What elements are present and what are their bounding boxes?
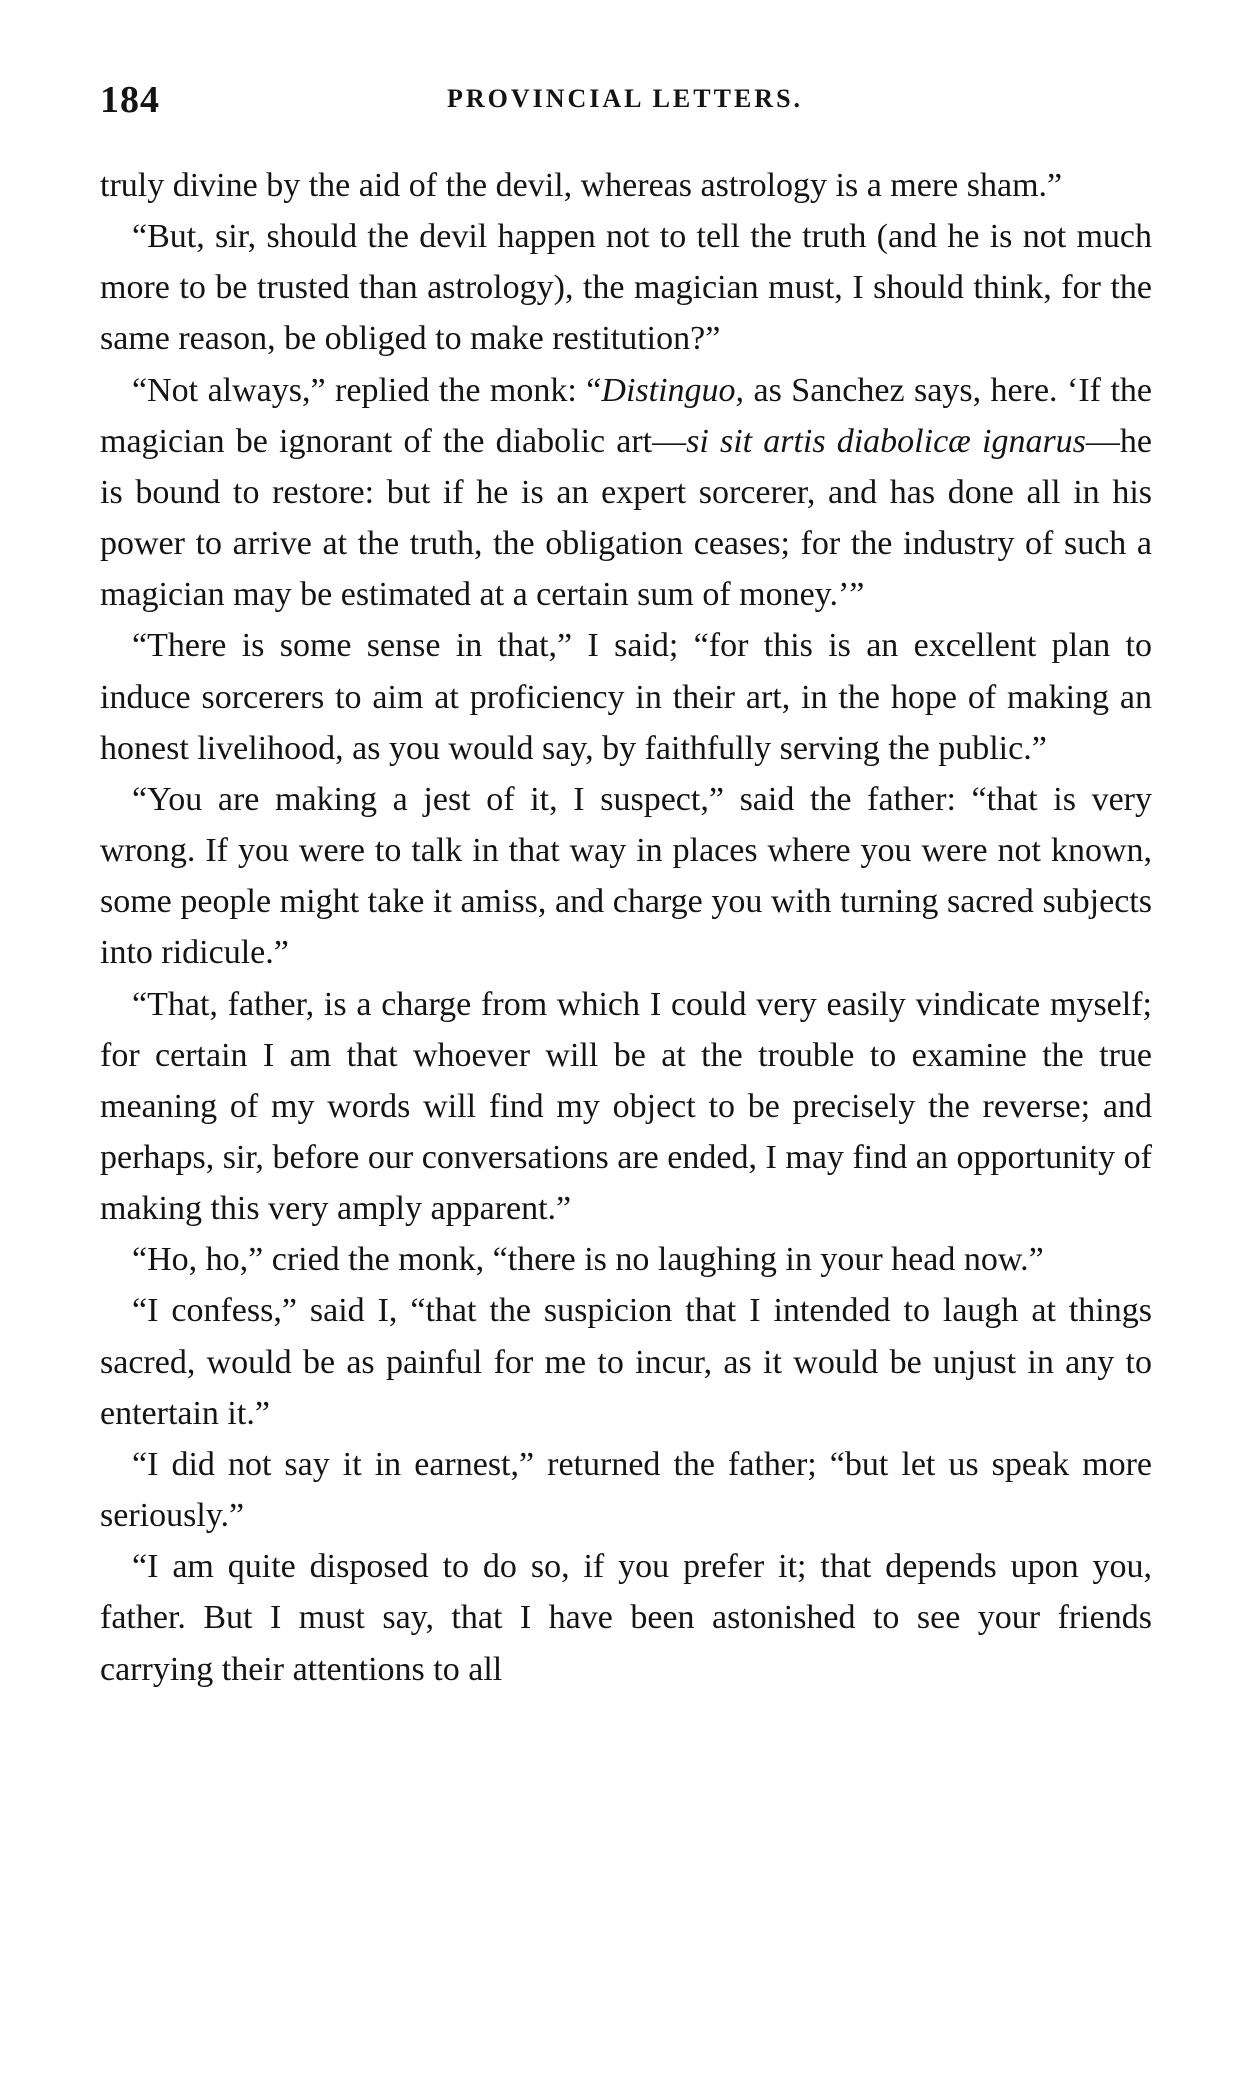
italic-text-run: si sit artis diabolicæ ignarus [686, 422, 1086, 460]
text-run: truly divine by the aid of the devil, whereas astrology is a mere sham.” [100, 167, 1063, 204]
running-head [100, 78, 1150, 128]
paragraph [100, 211, 1152, 364]
text-run: “That, father, is a charge from which I could very easily vindicate myself; for certain I am that whoever will be at the trouble to examine the true meaning of my words will find my object to be precisely the reverse; and perhaps, sir, before our conversations are ended, I may find an opportunity of making this very amply apparent.” [100, 985, 1152, 1228]
paragraph [100, 365, 1152, 621]
text-run: “I did not say it in earnest,” returned the father; “but let us speak more seriously.” [100, 1445, 1152, 1535]
paragraph [100, 1439, 1152, 1541]
text-run: “Ho, ho,” cried the monk, “there is no laughing in your head now.” [132, 1241, 1044, 1279]
text-run: “I am quite disposed to do so, if you prefer it; that depends upon you, father. But I must say, that I have been astonished to see your friends carrying their attentions to all [100, 1548, 1152, 1688]
italic-text-run: Distinguo, [601, 371, 745, 409]
text-run: “I confess,” said I, “that the suspicion that I intended to laugh at things sacred, would be as painful for me to incur, as it would be unjust in any to entertain it.” [100, 1292, 1152, 1432]
paragraph [100, 620, 1152, 773]
paragraph [100, 1234, 1152, 1285]
paragraph [100, 1285, 1152, 1438]
paragraph [100, 1541, 1152, 1694]
page-number: 184 [100, 79, 160, 121]
paragraph [100, 774, 1152, 979]
text-run: “Not always,” replied the monk: “ [132, 371, 602, 409]
text-run: “There is some sense in that,” I said; “for this is an excellent plan to induce sorcerers to aim at proficiency in their art, in the hope of making an honest livelihood, as you would say, by faithfully serving the public.” [100, 627, 1152, 767]
text-run: as Sanchez says, here. ‘If the magician be ignorant of the diabolic art— [100, 371, 1153, 460]
running-title: PROVINCIAL LETTERS. [446, 84, 804, 113]
paragraph [100, 979, 1152, 1235]
body-text [100, 160, 1152, 1695]
paragraph-continuation [100, 160, 1152, 211]
text-run: “But, sir, should the devil happen not to tell the truth (and he is not much more to be trusted than astrology), the magician must, I should think, for the same reason, be obliged to make restitution?” [100, 218, 1152, 358]
text-run: “You are making a jest of it, I suspect,” said the father: “that is very wrong. If you were to talk in that way in places where you were not known, some people might take it amiss, and charge you with turning sacred subjects into ridicule.” [100, 780, 1152, 972]
text-run: —he is bound to restore: but if he is an expert sorcerer, and has done all in his power to arrive at the truth, the obligation ceases; for the industry of such a magician may be estimated at a certain sum of money.’” [100, 422, 1152, 614]
